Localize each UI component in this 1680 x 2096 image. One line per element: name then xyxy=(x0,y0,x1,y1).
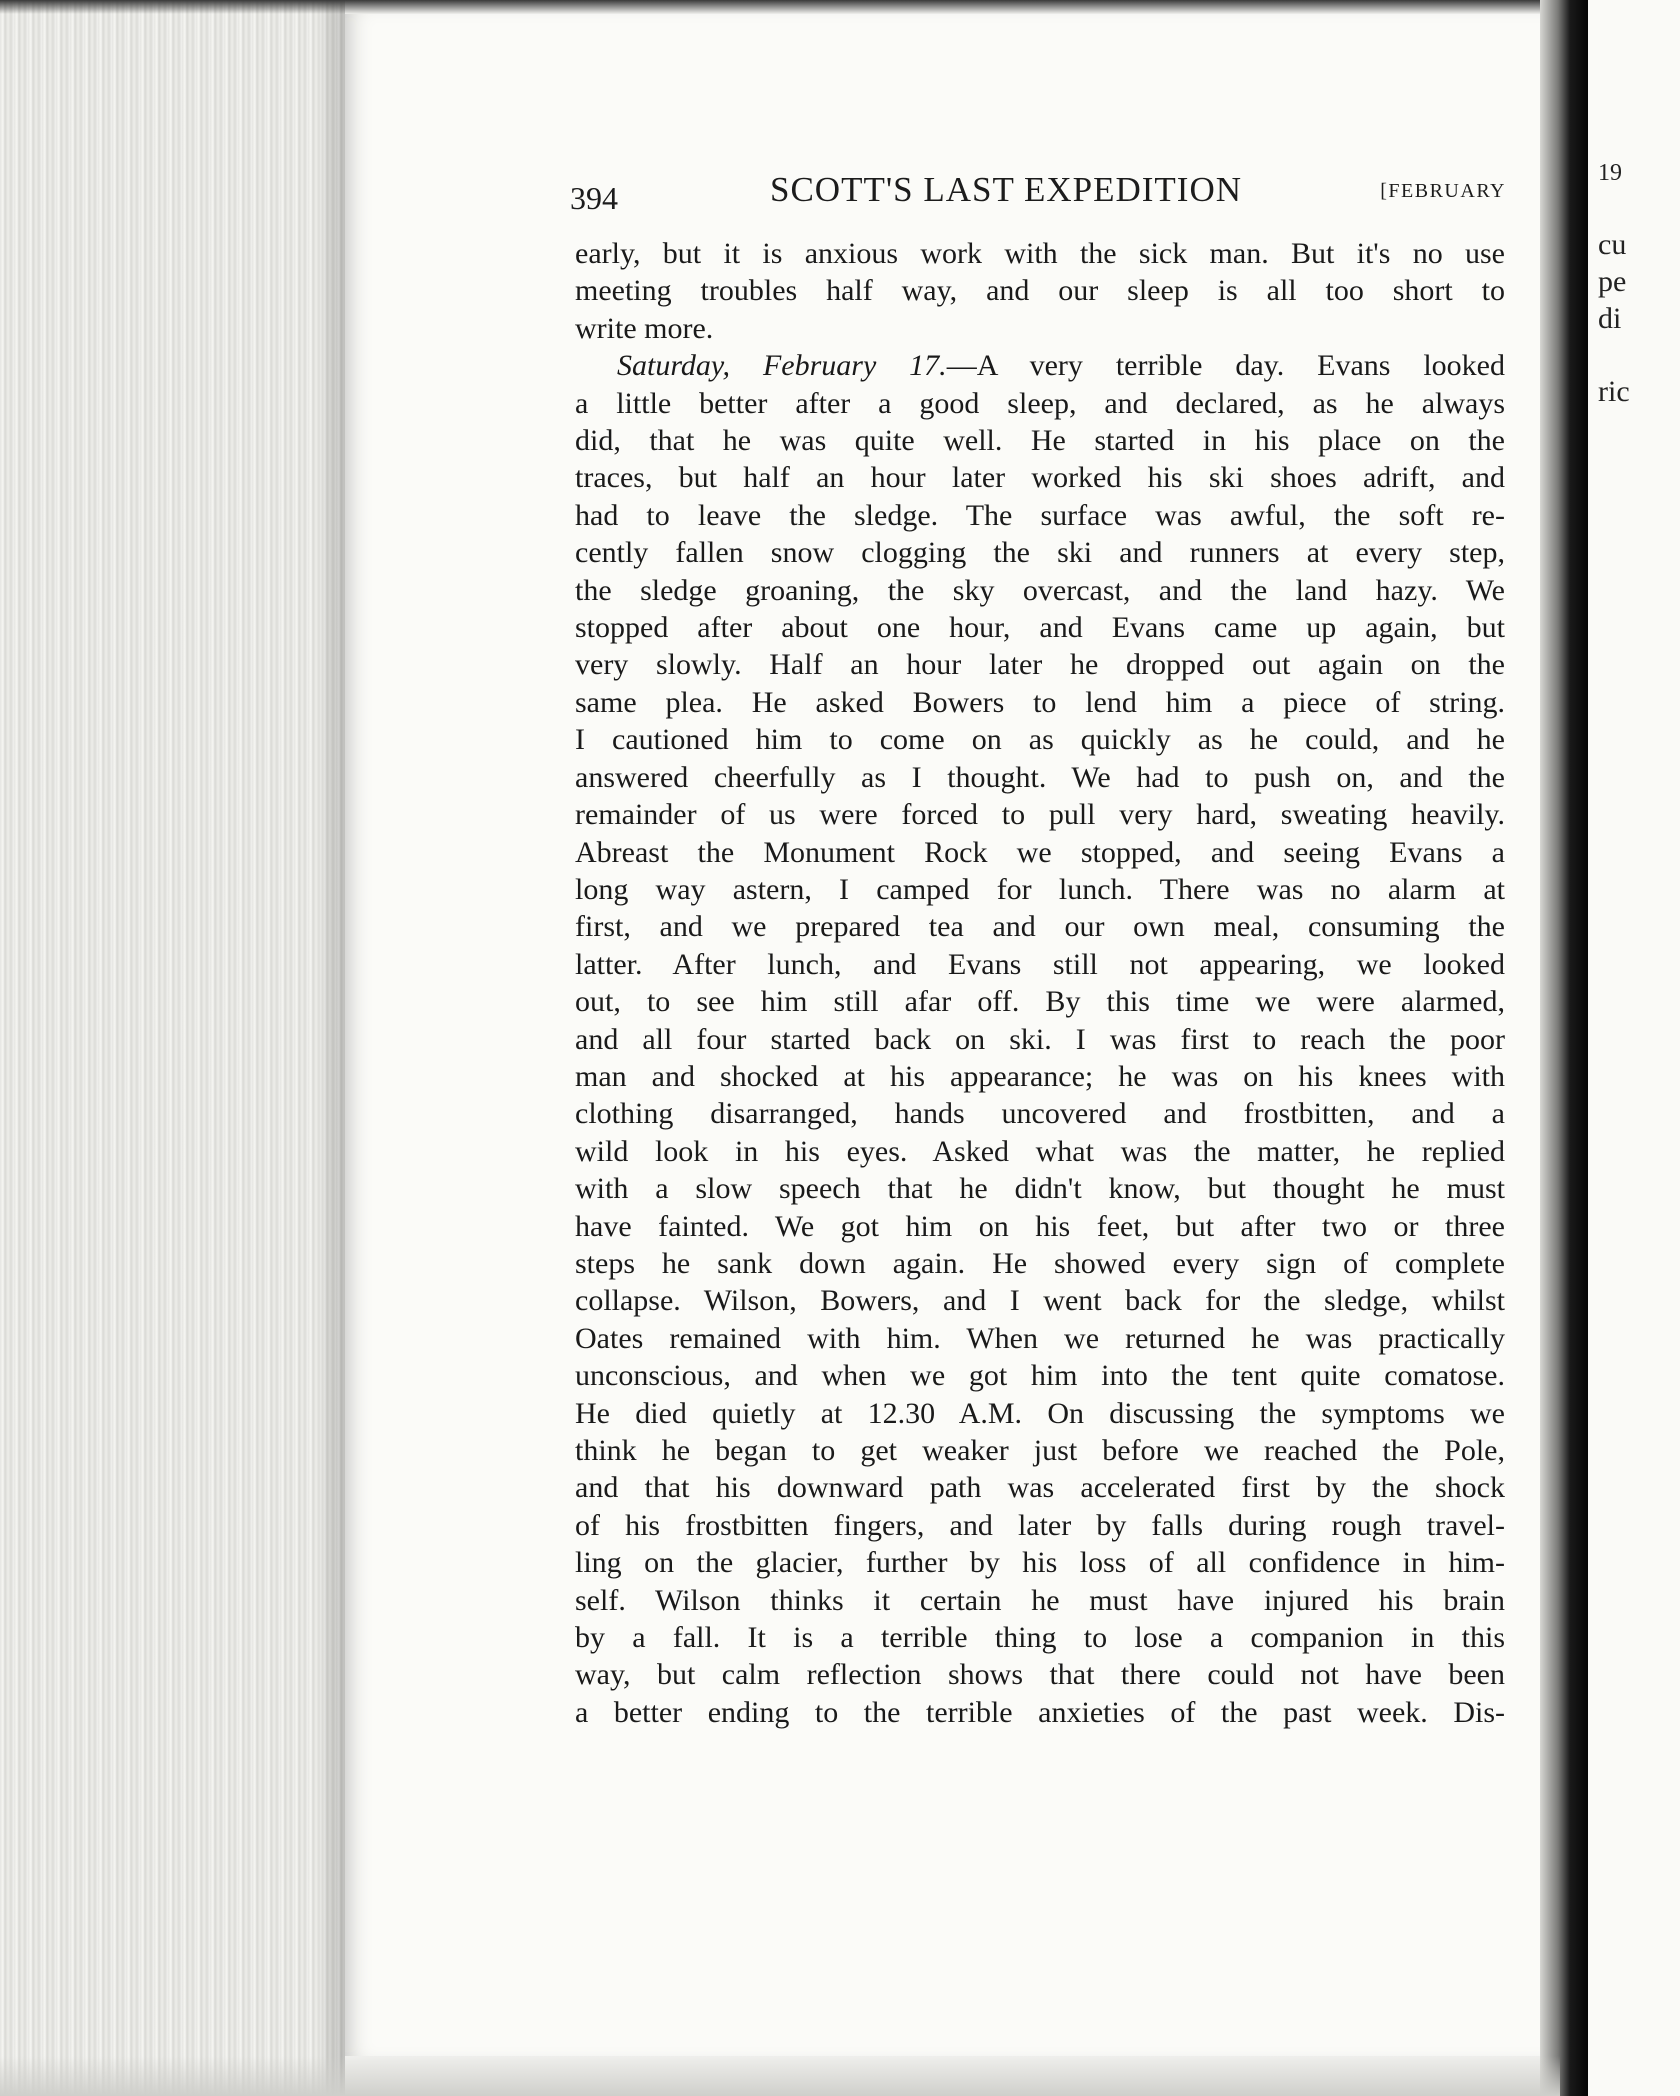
text-line: same plea. He asked Bowers to lend him a piece of string. xyxy=(575,685,1505,719)
text-line: Abreast the Monument Rock we stopped, and seeing Evans a xyxy=(575,835,1505,869)
text-line: self. Wilson thinks it certain he must have injured his brain xyxy=(575,1583,1505,1617)
top-shadow xyxy=(0,0,1680,14)
text-line: and all four started back on ski. I was first to reach the poor xyxy=(575,1022,1505,1056)
facing-page-fragment: 19 xyxy=(1598,160,1622,186)
page-number: 394 xyxy=(570,180,618,216)
text-line: clothing disarranged, hands uncovered and frostbitten, and a xyxy=(575,1097,1505,1131)
text-line: out, to see him still afar off. By this time we were alarmed, xyxy=(575,985,1505,1019)
text-line: by a fall. It is a terrible thing to lose a companion in this xyxy=(575,1621,1505,1655)
text-line: a little better after a good sleep, and declared, as he always xyxy=(575,386,1505,420)
facing-page-fragment: pe xyxy=(1598,265,1627,298)
text-line: cently fallen snow clogging the ski and runners at every step, xyxy=(575,536,1505,570)
text-line: traces, but half an hour later worked his ski shoes adrift, and xyxy=(575,461,1505,495)
text-line: have fainted. We got him on his feet, but after two or three xyxy=(575,1209,1505,1243)
running-month: [FEBRUARY xyxy=(1380,180,1506,202)
text-line: Saturday, February 17.—A very terrible day. Evans looked xyxy=(617,349,1505,383)
text-line: think he began to get weaker just before we reached the Pole, xyxy=(575,1434,1505,1467)
text-line: a better ending to the terrible anxieties of the past week. Dis- xyxy=(575,1695,1505,1729)
text-line: had to leave the sledge. The surface was awful, the soft re- xyxy=(575,498,1505,532)
text-line: ling on the glacier, further by his loss of all confidence in him- xyxy=(575,1546,1505,1580)
text-line: man and shocked at his appearance; he was on his knees with xyxy=(575,1059,1505,1093)
text-line: Oates remained with him. When we returned he was practically xyxy=(575,1321,1505,1355)
text-line: He died quietly at 12.30 A.M. On discussing the symptoms we xyxy=(575,1396,1505,1430)
running-head xyxy=(570,170,1506,220)
text-line: very slowly. Half an hour later he dropped out again on the xyxy=(575,648,1505,682)
text-line: with a slow speech that he didn't know, but thought he must xyxy=(575,1172,1505,1206)
text-line: stopped after about one hour, and Evans came up again, but xyxy=(575,611,1505,645)
facing-page-fragment: cu xyxy=(1598,228,1627,261)
text-line: and that his downward path was accelerated first by the shock xyxy=(575,1471,1505,1505)
text-line: answered cheerfully as I thought. We had to push on, and the xyxy=(575,760,1505,794)
running-title: SCOTT'S LAST EXPEDITION xyxy=(770,170,1243,209)
text-line: meeting troubles half way, and our sleep is all too short to xyxy=(575,274,1505,308)
bottom-page-edge xyxy=(0,2056,1560,2096)
text-line: I cautioned him to come on as quickly as he could, and he xyxy=(575,723,1505,757)
text-line: of his frostbitten fingers, and later by falls during rough travel- xyxy=(575,1508,1505,1542)
facing-page-fragment: ric xyxy=(1598,375,1630,408)
facing-page-fragment: di xyxy=(1598,302,1622,335)
text-line: remainder of us were forced to pull very hard, sweating heavily. xyxy=(575,798,1505,832)
facing-page xyxy=(1588,0,1680,2096)
text-line: long way astern, I camped for lunch. There was no alarm at xyxy=(575,872,1505,906)
text-line: wild look in his eyes. Asked what was the matter, he replied xyxy=(575,1134,1505,1168)
text-line: latter. After lunch, and Evans still not appearing, we looked xyxy=(575,947,1505,981)
text-line: steps he sank down again. He showed every sign of complete xyxy=(575,1246,1505,1280)
text-line: the sledge groaning, the sky overcast, and the land hazy. We xyxy=(575,573,1505,607)
text-line: way, but calm reflection shows that there could not have been xyxy=(575,1658,1505,1692)
text-line: first, and we prepared tea and our own meal, consuming the xyxy=(575,910,1505,944)
book-gutter xyxy=(1540,0,1588,2096)
text-line: write more. xyxy=(575,311,714,345)
date-heading: Saturday, February 17. xyxy=(617,349,947,383)
page-block-edge xyxy=(0,0,345,2096)
text-line: did, that he was quite well. He started in his place on the xyxy=(575,424,1505,458)
body-text xyxy=(575,235,1505,1731)
text-line: unconscious, and when we got him into the tent quite comatose. xyxy=(575,1359,1505,1393)
text-line: early, but it is anxious work with the sick man. But it's no use xyxy=(575,237,1505,270)
text-line: collapse. Wilson, Bowers, and I went back for the sledge, whilst xyxy=(575,1284,1505,1318)
